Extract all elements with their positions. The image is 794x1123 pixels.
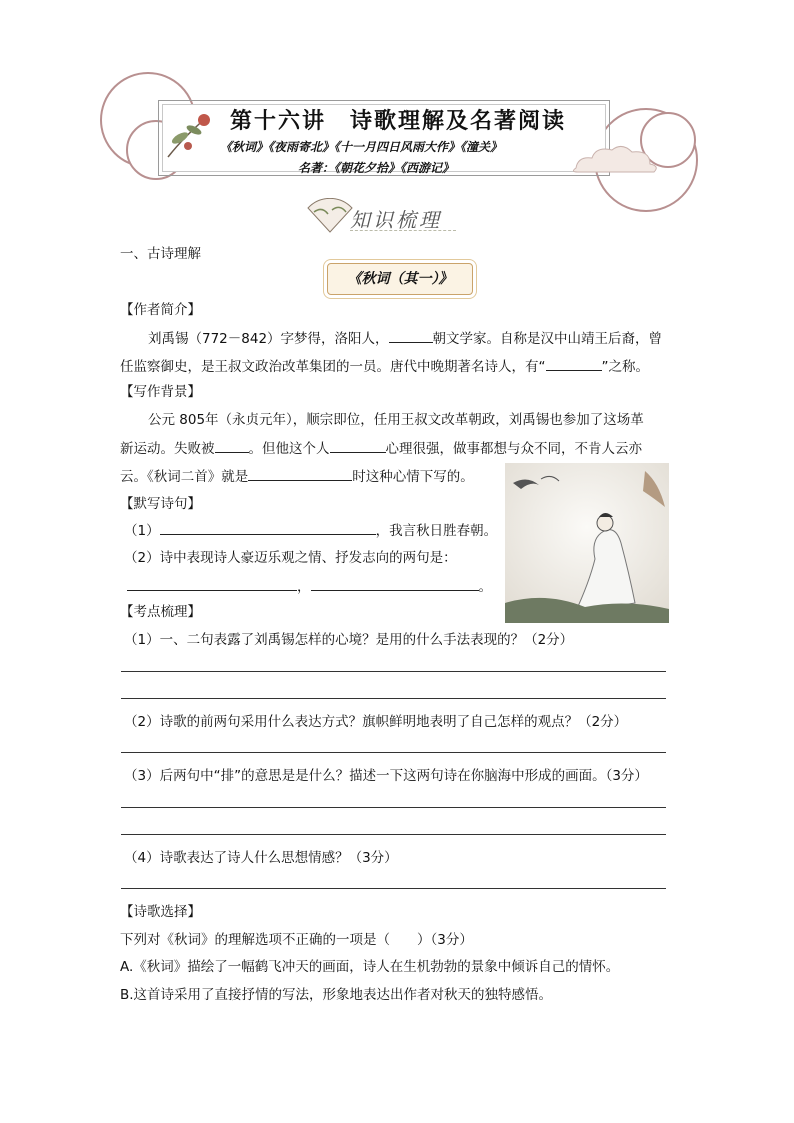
poet-illustration — [505, 463, 669, 623]
choice-heading: 【诗歌选择】 — [120, 904, 201, 920]
section-banner-label: 知识梳理 — [350, 208, 442, 232]
background-heading: 【写作背景】 — [120, 384, 201, 400]
answer-line[interactable] — [121, 671, 666, 672]
author-text-a: 刘禹锡（772－842）字梦得，洛阳人， — [148, 331, 389, 347]
author-line-1 — [148, 328, 662, 349]
recite-q2-end: 。 — [478, 579, 492, 595]
background-line-1: 公元 805年（永贞元年），顺宗即位，任用王叔文改革朝政，刘禹锡也参加了这场革 — [148, 412, 644, 428]
section-heading: 一、古诗理解 — [120, 246, 201, 262]
flower-illustration — [160, 102, 220, 164]
exam-q4: （4）诗歌表达了诗人什么思想情感？（3分） — [124, 850, 398, 866]
classics-list: 名著：《朝花夕拾》《西游记》 — [298, 161, 455, 175]
author-text-d: ”之称。 — [601, 359, 649, 375]
background-text-e: 时这种心情下写的。 — [352, 469, 474, 485]
author-text-c: 任监察御史，是王叔文政治改革集团的一员。唐代中晚期著名诗人，有“ — [120, 359, 546, 375]
exam-heading: 【考点梳理】 — [120, 604, 201, 620]
background-text-a: 新运动。失败被 — [120, 441, 215, 457]
fan-icon — [306, 198, 354, 234]
exam-q2: （2）诗歌的前两句采用什么表达方式？旗帜鲜明地表明了自己怎样的观点？（2分） — [124, 714, 628, 730]
answer-blank[interactable] — [546, 356, 602, 371]
poem-list: 《秋词》《夜雨寄北》《十一月四日风雨大作》《潼关》 — [220, 140, 503, 154]
answer-blank[interactable] — [330, 438, 386, 453]
poem-title-frame — [327, 263, 473, 295]
answer-line[interactable] — [121, 807, 666, 808]
exam-q3: （3）后两句中“排”的意思是是什么？描述一下这两句诗在你脑海中形成的画面。（3分） — [124, 768, 648, 784]
author-heading: 【作者简介】 — [120, 302, 201, 318]
answer-blank[interactable] — [389, 328, 433, 343]
answer-blank[interactable] — [248, 466, 352, 481]
recite-q1-text: ，我言秋日胜春朝。 — [375, 523, 498, 539]
background-line-3 — [120, 466, 474, 487]
recite-q1 — [124, 520, 497, 541]
recite-q2-separator: ， — [297, 579, 311, 595]
answer-line[interactable] — [121, 752, 666, 753]
recite-heading: 【默写诗句】 — [120, 496, 201, 512]
recite-q2: （2）诗中表现诗人豪迈乐观之情、抒发志向的两句是： — [124, 550, 457, 566]
cloud-icon — [566, 138, 662, 178]
choice-stem: 下列对《秋词》的理解选项不正确的一项是（ ）（3分） — [120, 932, 473, 948]
background-text-d: 云。《秋词二首》就是 — [120, 469, 249, 485]
exam-q1: （1）一、二句表露了刘禹锡怎样的心境？是用的什么手法表现的？（2分） — [124, 632, 574, 648]
answer-blank[interactable] — [160, 520, 376, 535]
background-text-b: 。但他这个人 — [248, 441, 330, 457]
choice-option-b[interactable]: B.这首诗采用了直接抒情的写法，形象地表达出作者对秋天的独特感悟。 — [120, 987, 553, 1003]
section-banner — [350, 204, 456, 231]
author-line-2 — [120, 356, 649, 377]
poem-title: 《秋词（其一）》 — [347, 271, 453, 287]
page-title: 第十六讲 诗歌理解及名著阅读 — [230, 108, 567, 134]
recite-q2-answer — [127, 576, 492, 597]
answer-blank[interactable] — [215, 438, 249, 453]
recite-q1-number: （1） — [124, 523, 160, 539]
answer-line[interactable] — [121, 834, 666, 835]
answer-line[interactable] — [121, 698, 666, 699]
author-text-b: 朝文学家。自称是汉中山靖王后裔，曾 — [432, 331, 663, 347]
answer-blank[interactable] — [127, 576, 297, 591]
answer-line[interactable] — [121, 888, 666, 889]
background-text-c: 心理很强，做事都想与众不同，不肯人云亦 — [385, 441, 642, 457]
background-line-2 — [120, 438, 642, 459]
choice-option-a[interactable]: A.《秋词》描绘了一幅鹤飞冲天的画面，诗人在生机勃勃的景象中倾诉自己的情怀。 — [120, 959, 620, 975]
answer-blank[interactable] — [311, 576, 479, 591]
